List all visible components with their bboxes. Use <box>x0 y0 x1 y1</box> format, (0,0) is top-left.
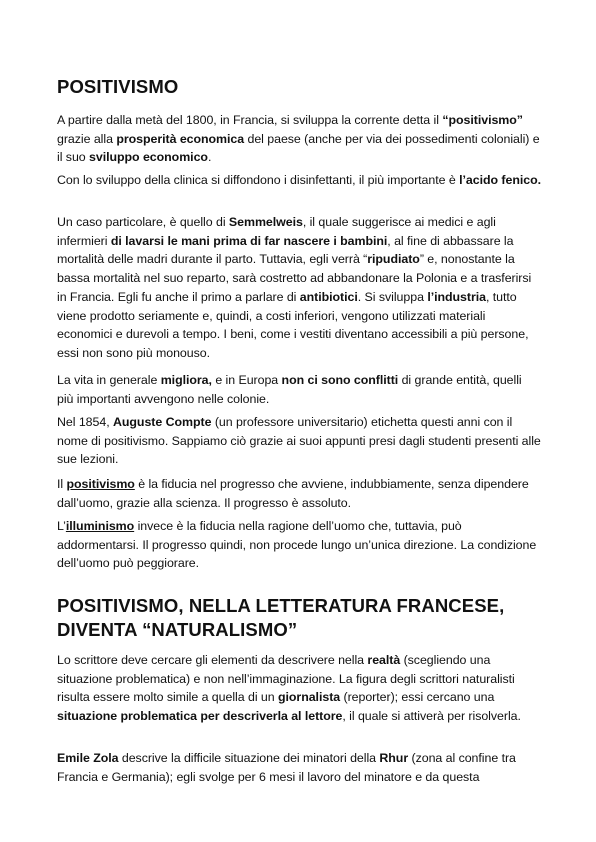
paragraph-2 <box>57 171 541 190</box>
text-run: invece è la fiducia nella ragione dell’uomo che, tuttavia, può addormentarsi. Il progresso quindi, non procede lungo un’unica direzione. La condizione dell’uomo può peggiorare. <box>57 519 537 571</box>
underlined-term: positivismo <box>66 477 135 491</box>
paragraph-9 <box>57 749 541 786</box>
text-run: grazie alla <box>57 131 117 146</box>
bold-term: prosperità economica <box>116 131 245 146</box>
paragraph-3 <box>57 213 541 363</box>
text-run: di grande entità, quelli più importanti avvengono nelle colonie. <box>57 373 522 406</box>
bold-term: ripudiato <box>367 252 420 267</box>
paragraph-4 <box>57 371 541 408</box>
text-run: Lo scrittore deve cercare gli elementi da descrivere nella <box>57 653 368 667</box>
text-run: Con lo sviluppo della clinica si diffondono i disinfettanti, il più importante è <box>57 173 460 187</box>
text-run: , tutto viene prodotto seriamente e, quindi, a costi inferiori, vengono utilizzati materiali economici e durevoli a tempo. I beni, come i vestiti diventano accessibili a più persone, essi non sono più monouso. <box>57 289 529 360</box>
bold-term: migliora, <box>160 373 212 387</box>
text-run: ” e, nonostante la bassa mortalità nel suo reparto, sarà costretto ad abbandonare la Polonia e a trasferirsi in Francia. Egli fu anche il primo a parlare di <box>57 252 532 304</box>
bold-term: realtà <box>367 653 401 667</box>
heading-positivismo: POSITIVISMO <box>57 76 179 97</box>
paragraph-8 <box>57 651 541 726</box>
text-run: . <box>207 150 212 165</box>
text-run: (zona al confine tra Francia e Germania); egli svolge per 6 mesi il lavoro del minatore e da questa <box>57 751 516 784</box>
text-run: Nel 1854, <box>57 415 113 429</box>
text-run: del paese (anche per via dei possedimenti coloniali) e il suo <box>57 131 540 165</box>
bold-term: Rhur <box>379 751 409 765</box>
text-run: è la fiducia nel progresso che avviene, indubbiamente, senza dipendere dall’uomo, grazie alla scienza. Il progresso è assoluto. <box>57 477 529 510</box>
bold-term: Semmelweis <box>228 215 303 229</box>
paragraph-5 <box>57 413 541 469</box>
text-run: e in Europa <box>211 373 282 387</box>
bold-term: “positivismo” <box>442 113 523 127</box>
bold-term: antibiotici <box>299 289 358 304</box>
text-run: Un caso particolare, è quello di <box>57 215 229 229</box>
underlined-term: illuminismo <box>65 519 135 533</box>
paragraph-6 <box>57 475 541 512</box>
text-run: (scegliendo una situazione problematica) e non nell’immaginazione. La figura degli scrittori naturalisti risulta essere molto simile a quella di un <box>57 653 515 705</box>
text-run: Il <box>57 477 67 491</box>
text-run: , il quale suggerisce ai medici e agli infermieri <box>57 215 496 248</box>
paragraph-7 <box>57 517 541 573</box>
text-run: La vita in generale <box>57 373 161 387</box>
bold-term: sviluppo economico <box>89 150 208 165</box>
text-run: (un professore universitario) etichetta questi anni con il nome di positivismo. Sappiamo ciò grazie ai suoi appunti presi dagli studenti presenti alle sue lezioni. <box>57 415 541 467</box>
text-run: (reporter); essi cercano una <box>340 690 495 705</box>
text-run: , il quale si attiverà per risolverla. <box>342 709 521 724</box>
bold-term: situazione problematica per descriverla al lettore <box>57 709 343 724</box>
bold-term: giornalista <box>278 690 341 705</box>
bold-term: di lavarsi le mani prima di far nascere i bambini <box>110 233 388 248</box>
bold-term: l’acido fenico. <box>459 173 541 187</box>
bold-term: non ci sono conflitti <box>281 373 399 387</box>
text-run: . Si sviluppa <box>357 289 428 304</box>
text-run: descrive la difficile situazione dei minatori della <box>118 751 380 765</box>
paragraph-1 <box>57 111 541 167</box>
text-run: A partire dalla metà del 1800, in Francia, si sviluppa la corrente detta il <box>57 113 443 127</box>
heading-naturalismo: POSITIVISMO, NELLA LETTERATURA FRANCESE, DIVENTA “NATURALISMO” <box>57 595 505 640</box>
text-run: , al fine di abbassare la mortalità delle madri durante il parto. Tuttavia, egli verrà “ <box>57 233 514 267</box>
bold-term: Auguste Compte <box>112 415 212 429</box>
text-run: L’ <box>57 519 66 533</box>
bold-term: l’industria <box>427 289 486 304</box>
bold-term: Emile Zola <box>57 751 119 765</box>
